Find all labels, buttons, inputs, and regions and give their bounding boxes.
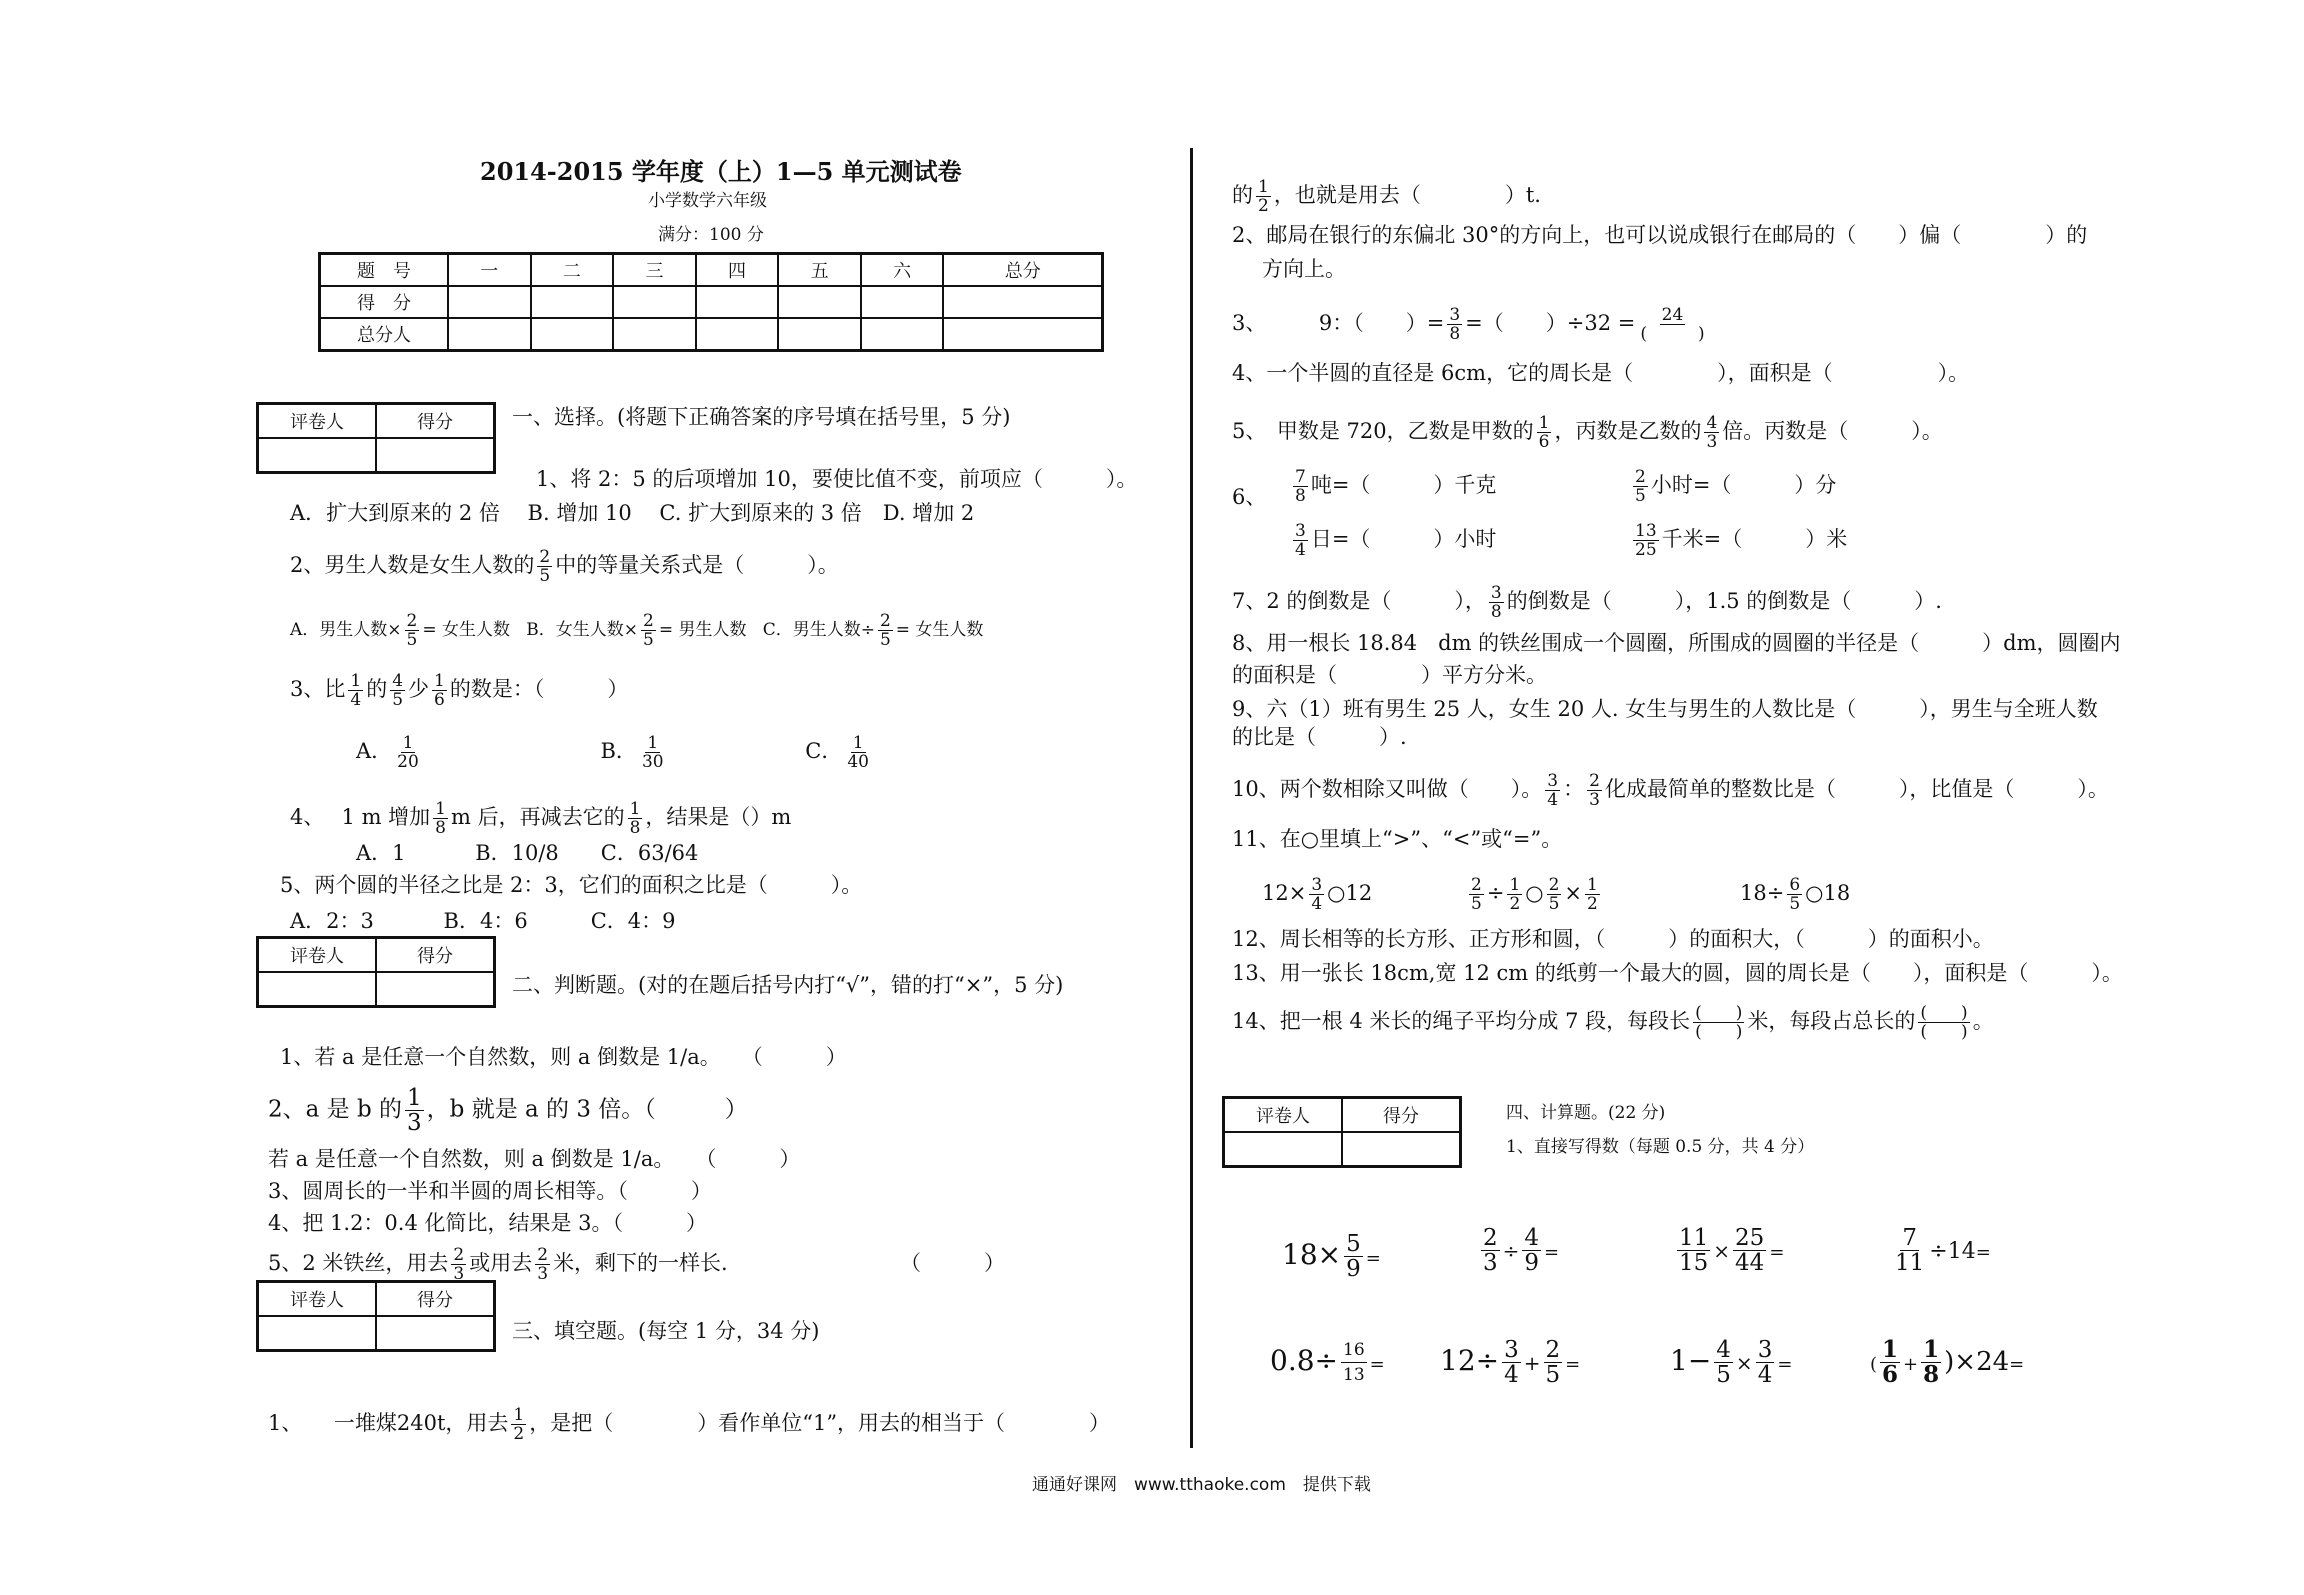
s3-q6-2: $\frac{2}{5}$ 小时=（ ）分 xyxy=(1635,467,1837,506)
s1-q2: 2、男生人数是女生人数的 $\frac{2}{5}$ 中的等量关系式是（ ）。 xyxy=(290,547,839,586)
s3-q6-3: $\frac{3}{4}$ 日=（ ）小时 xyxy=(1295,521,1497,560)
s3-q11-e2: $\frac{2}{5}$ ÷ $\frac{1}{2}$ ○ $\frac{2}{5}$ × $\frac{1}{2}$ xyxy=(1471,875,1598,914)
s1-q3: 3、比 $\frac{1}{4}$ 的 $\frac{4}{5}$ 少 $\frac{1}{6}$ 的数是：（ ） xyxy=(290,671,629,710)
review-box xyxy=(256,1280,496,1352)
page-title: 2014-2015 学年度（上）1—5 单元测试卷 xyxy=(480,157,962,186)
s3-q11-e1: 12× $\frac{3}{4}$ ○12 xyxy=(1262,875,1373,914)
s1-q1: 1、将 2：5 的后项增加 10，要使比值不变，前项应（ ）。 xyxy=(536,467,1138,491)
s3-q6-label: 6、 xyxy=(1232,485,1267,509)
score-header: 一 xyxy=(448,254,531,287)
s3-q1-cont: 的 $\frac{1}{2}$ ，也就是用去（ ）t. xyxy=(1232,177,1541,216)
score-cell[interactable] xyxy=(376,972,495,1007)
score-cell[interactable] xyxy=(943,286,1102,318)
section-4-sub: 1、直接写得数（每题 0.5 分，共 4 分） xyxy=(1506,1137,1815,1157)
reviewer-label: 评卷人 xyxy=(1224,1098,1343,1133)
score-cell[interactable] xyxy=(778,286,861,318)
section-4-heading: 四、计算题。(22 分) xyxy=(1506,1103,1666,1123)
review-box xyxy=(256,402,496,474)
s1-q5-options: A．2：3 B．4：6 C．4：9 xyxy=(290,909,676,933)
score-cell[interactable] xyxy=(943,318,1102,351)
s3-q5: 5、 甲数是 720，乙数是甲数的 $\frac{1}{6}$ ，丙数是乙数的 $\frac{4}{3}$ 倍。丙数是（ ）。 xyxy=(1232,413,1943,452)
calc-5: 0.8÷ $\frac{16}{13}$ = xyxy=(1270,1340,1385,1385)
score-cell[interactable] xyxy=(696,286,779,318)
s1-q2-options: A．男生人数× $\frac{2}{5}$ = 女生人数 B．女生人数× $\frac{2}{5}$ = 男生人数 C．男生人数÷ $\frac{2}{5}$ = 女生人数 xyxy=(290,611,984,650)
s1-q4: 4、 1 m 增加 $\frac{1}{8}$ m 后，再减去它的 $\frac{1}{8}$ ，结果是（）m xyxy=(290,799,792,838)
score-cell[interactable] xyxy=(531,286,614,318)
score-cell[interactable] xyxy=(448,318,531,351)
section-3-heading: 三、填空题。(每空 1 分，34 分) xyxy=(512,1319,820,1343)
reviewer-label: 评卷人 xyxy=(258,1282,377,1317)
score-header: 题 号 xyxy=(320,254,449,287)
score-label: 得分 xyxy=(376,1282,495,1317)
s3-q2: 2、邮局在银行的东偏北 30°的方向上，也可以说成银行在邮局的（ ）偏（ ）的 xyxy=(1232,223,2088,247)
s3-q12: 12、周长相等的长方形、正方形和圆，（ ）的面积大，（ ）的面积小。 xyxy=(1232,927,1994,951)
score-cell[interactable] xyxy=(613,318,696,351)
s3-q4: 4、一个半圆的直径是 6cm，它的周长是（ ），面积是（ ）。 xyxy=(1232,361,1970,385)
s2-q5: 5、2 米铁丝，用去 $\frac{2}{3}$ 或用去 $\frac{2}{3}$ 米，剩下的一样长. xyxy=(268,1245,728,1284)
s3-q7: 7、2 的倒数是（ ）， $\frac{3}{8}$ 的倒数是（ ），1.5 的倒数是（ ）. xyxy=(1232,583,1942,622)
s3-q11: 11、在○里填上“>”、“<”或“=”。 xyxy=(1232,827,1563,851)
column-divider xyxy=(1190,148,1193,1448)
s3-q6-4: $\frac{13}{25}$ 千米=（ ）米 xyxy=(1635,521,1848,560)
s2-q1: 1、若 a 是任意一个自然数，则 a 倒数是 1/a。 （ ） xyxy=(280,1045,847,1069)
s3-q6-1: $\frac{7}{8}$ 吨=（ ）千克 xyxy=(1295,467,1497,506)
s2-q4: 4、把 1.2：0.4 化简比，结果是 3。（ ） xyxy=(268,1211,708,1235)
calc-6: 12÷ $\frac{3}{4}$ + $\frac{2}{5}$ = xyxy=(1440,1337,1581,1388)
score-header: 二 xyxy=(531,254,614,287)
s1-q5: 5、两个圆的半径之比是 2：3，它们的面积之比是（ ）。 xyxy=(280,873,863,897)
score-header: 总分 xyxy=(943,254,1102,287)
score-header: 四 xyxy=(696,254,779,287)
score-cell[interactable] xyxy=(861,318,944,351)
s2-q2b: 若 a 是任意一个自然数，则 a 倒数是 1/a。 （ ） xyxy=(268,1147,801,1171)
review-box xyxy=(256,936,496,1008)
score-header: 六 xyxy=(861,254,944,287)
full-score: 满分：100 分 xyxy=(658,225,764,245)
score-cell[interactable] xyxy=(861,286,944,318)
calc-7: 1− $\frac{4}{5}$ × $\frac{3}{4}$ = xyxy=(1670,1337,1793,1388)
score-cell[interactable] xyxy=(531,318,614,351)
s3-q2-cont: 方向上。 xyxy=(1262,257,1346,281)
score-row-label: 总分人 xyxy=(320,318,449,351)
score-row-label: 得 分 xyxy=(320,286,449,318)
s2-q5-answer: （ ） xyxy=(900,1251,1005,1275)
s1-q4-options: A．1 B．10/8 C．63/64 xyxy=(356,841,699,865)
s3-q9: 9、六（1）班有男生 25 人，女生 20 人. 女生与男生的人数比是（ ），男生与全班人数 xyxy=(1232,697,2098,721)
score-cell[interactable] xyxy=(778,318,861,351)
s3-q10: 10、两个数相除又叫做（ ）。 $\frac{3}{4}$ ： $\frac{2}{3}$ 化成最简单的整数比是（ ），比值是（ ）。 xyxy=(1232,771,2109,810)
score-table xyxy=(318,252,1104,352)
calc-3: $\frac{11}{15}$ × $\frac{25}{44}$ = xyxy=(1679,1225,1785,1276)
s3-q9-cont: 的比是（ ）. xyxy=(1232,725,1407,749)
score-cell[interactable] xyxy=(613,286,696,318)
reviewer-label: 评卷人 xyxy=(258,938,377,973)
s3-q1: 1、 一堆煤240t，用去 $\frac{1}{2}$ ，是把（ ）看作单位“1”，用去的相当于（ ） xyxy=(268,1405,1111,1444)
s2-q3: 3、圆周长的一半和半圆的周长相等。（ ） xyxy=(268,1179,712,1203)
s2-q2: 2、a 是 b 的 $\frac{1}{3}$ ，b 就是 a 的 3 倍。（ ） xyxy=(268,1085,748,1136)
s3-q13: 13、用一张长 18cm,宽 12 cm 的纸剪一个最大的圆，圆的周长是（ ），面积是（ ）。 xyxy=(1232,961,2123,985)
section-2-heading: 二、判断题。(对的在题后括号内打“√”，错的打“×”，5 分) xyxy=(512,973,1064,997)
reviewer-cell[interactable] xyxy=(258,972,377,1007)
s3-q14: 14、把一根 4 米长的绳子平均分成 7 段，每段长 $\frac{( )}{( )}$ 米，每段占总长的 $\frac{( )}{( )}$ 。 xyxy=(1232,1003,1994,1042)
score-label: 得分 xyxy=(376,938,495,973)
score-cell[interactable] xyxy=(1342,1132,1461,1167)
s3-q8: 8、用一根长 18.84 dm 的铁丝围成一个圆圈，所围成的圆圈的半径是（ ）dm，圆圈内 xyxy=(1232,631,2121,655)
reviewer-cell[interactable] xyxy=(258,438,377,473)
s3-q8-cont: 的面积是（ ）平方分米。 xyxy=(1232,663,1547,687)
review-box xyxy=(1222,1096,1462,1168)
calc-1: 18× $\frac{5}{9}$ = xyxy=(1282,1231,1381,1282)
subject-line: 小学数学六年级 xyxy=(648,191,767,211)
calc-2: $\frac{2}{3}$ ÷ $\frac{4}{9}$ = xyxy=(1483,1225,1560,1276)
s3-q11-e3: 18÷ $\frac{6}{5}$ ○18 xyxy=(1740,875,1851,914)
reviewer-cell[interactable] xyxy=(1224,1132,1343,1167)
s3-q3: 3、 9：（ ）= $\frac{3}{8}$ =（ ）÷32 = $\frac{24}{( )}$ xyxy=(1232,305,1705,344)
score-header: 五 xyxy=(778,254,861,287)
s1-q1-options: A．扩大到原来的 2 倍 B. 增加 10 C. 扩大到原来的 3 倍 D. 增加 2 xyxy=(290,501,975,525)
section-1-heading: 一、选择。(将题下正确答案的序号填在括号里，5 分) xyxy=(512,405,1011,429)
calc-4: $\frac{7}{11}$ ÷14= xyxy=(1895,1225,1991,1276)
score-cell[interactable] xyxy=(376,1316,495,1351)
calc-8: ( $\frac{1}{6}$ + $\frac{1}{8}$ )×24= xyxy=(1870,1336,2025,1388)
reviewer-cell[interactable] xyxy=(258,1316,377,1351)
s1-q3-options: A． $\frac{1}{20}$ B． $\frac{1}{30}$ C． $\frac{1}{40}$ xyxy=(356,733,869,772)
score-label: 得分 xyxy=(1342,1098,1461,1133)
reviewer-label: 评卷人 xyxy=(258,404,377,439)
score-cell[interactable] xyxy=(696,318,779,351)
score-cell[interactable] xyxy=(376,438,495,473)
score-label: 得分 xyxy=(376,404,495,439)
footer: 通通好课网 www.tthaoke.com 提供下载 xyxy=(1032,1475,1371,1495)
fraction: $\frac{2}{5}$ xyxy=(539,547,551,586)
score-header: 三 xyxy=(613,254,696,287)
score-cell[interactable] xyxy=(448,286,531,318)
